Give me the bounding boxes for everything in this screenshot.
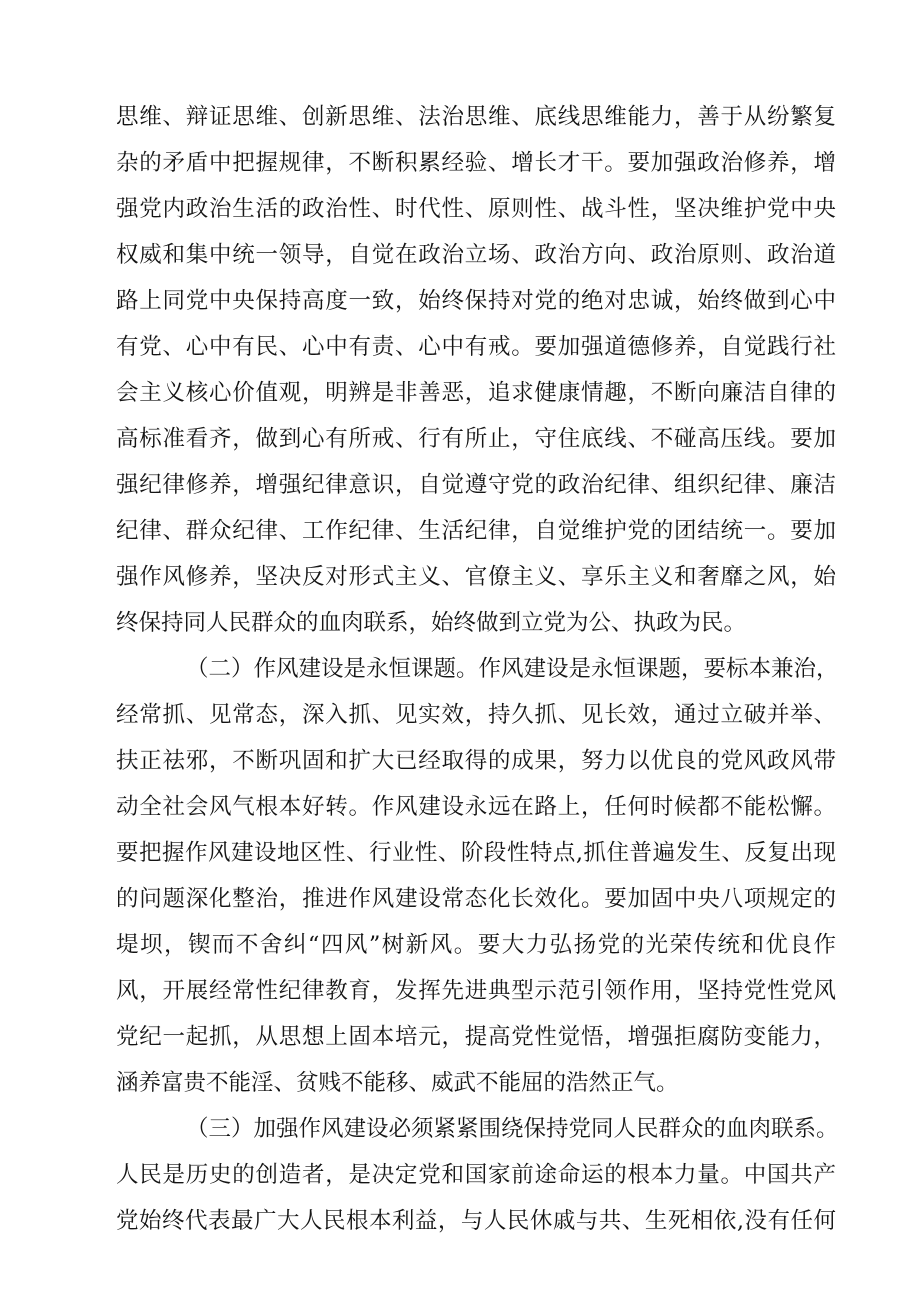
- text-line: 强纪律修养，增强纪律意识，自觉遵守党的政治纪律、组织纪律、廉洁: [116, 472, 836, 498]
- text-line: 强作风修养，坚决反对形式主义、官僚主义、享乐主义和奢靡之风，始: [116, 564, 836, 590]
- text-line: 纪律、群众纪律、工作纪律、生活纪律，自觉维护党的团结统一。要加: [116, 518, 836, 544]
- text-line: 堤坝，锲而不舍纠“四风”树新风。要大力弘扬党的光荣传统和优良作: [116, 932, 836, 958]
- text-line: 强党内政治生活的政治性、时代性、原则性、战斗性，坚决维护党中央: [116, 196, 836, 222]
- section-heading-line: （二）作风建设是永恒课题。作风建设是永恒课题，要标本兼治，: [186, 656, 839, 682]
- text-line: 权威和集中统一领导，自觉在政治立场、政治方向、政治原则、政治道: [116, 242, 836, 268]
- text-line: 杂的矛盾中把握规律，不断积累经验、增长才干。要加强政治修养，增: [116, 150, 836, 176]
- text-line: 党始终代表最广大人民根本利益，与人民休戚与共、生死相依,没有任何: [116, 1208, 836, 1234]
- text-line: 要把握作风建设地区性、行业性、阶段性特点,抓住普遍发生、反复出现: [116, 840, 836, 866]
- section-heading-line: （三）加强作风建设必须紧紧围绕保持党同人民群众的血肉联系。: [186, 1116, 839, 1142]
- text-line: 扶正祛邪，不断巩固和扩大已经取得的成果，努力以优良的党风政风带: [116, 748, 836, 774]
- text-line: 路上同党中央保持高度一致，始终保持对党的绝对忠诚，始终做到心中: [116, 288, 836, 314]
- text-line: 经常抓、见常态，深入抓、见实效，持久抓、见长效，通过立破并举、: [116, 702, 836, 728]
- text-line: 的问题深化整治，推进作风建设常态化长效化。要加固中央八项规定的: [116, 886, 836, 912]
- text-line: 人民是历史的创造者，是决定党和国家前途命运的根本力量。中国共产: [116, 1162, 836, 1188]
- text-line: 风，开展经常性纪律教育，发挥先进典型示范引领作用，坚持党性党风: [116, 978, 836, 1004]
- text-line: 高标准看齐，做到心有所戒、行有所止，守住底线、不碰高压线。要加: [116, 426, 836, 452]
- text-line: 动全社会风气根本好转。作风建设永远在路上，任何时候都不能松懈。: [116, 794, 836, 820]
- text-line: 会主义核心价值观，明辨是非善恶，追求健康情趣，不断向廉洁自律的: [116, 380, 836, 406]
- text-line: 有党、心中有民、心中有责、心中有戒。要加强道德修养，自觉践行社: [116, 334, 836, 360]
- text-line: 终保持同人民群众的血肉联系，始终做到立党为公、执政为民。: [116, 610, 747, 636]
- text-line: 党纪一起抓，从思想上固本培元，提高党性觉悟，增强拒腐防变能力，: [116, 1024, 836, 1050]
- text-line: 思维、辩证思维、创新思维、法治思维、底线思维能力，善于从纷繁复: [116, 104, 836, 130]
- text-line: 涵养富贵不能淫、贫贱不能移、威武不能屈的浩然正气。: [116, 1070, 679, 1096]
